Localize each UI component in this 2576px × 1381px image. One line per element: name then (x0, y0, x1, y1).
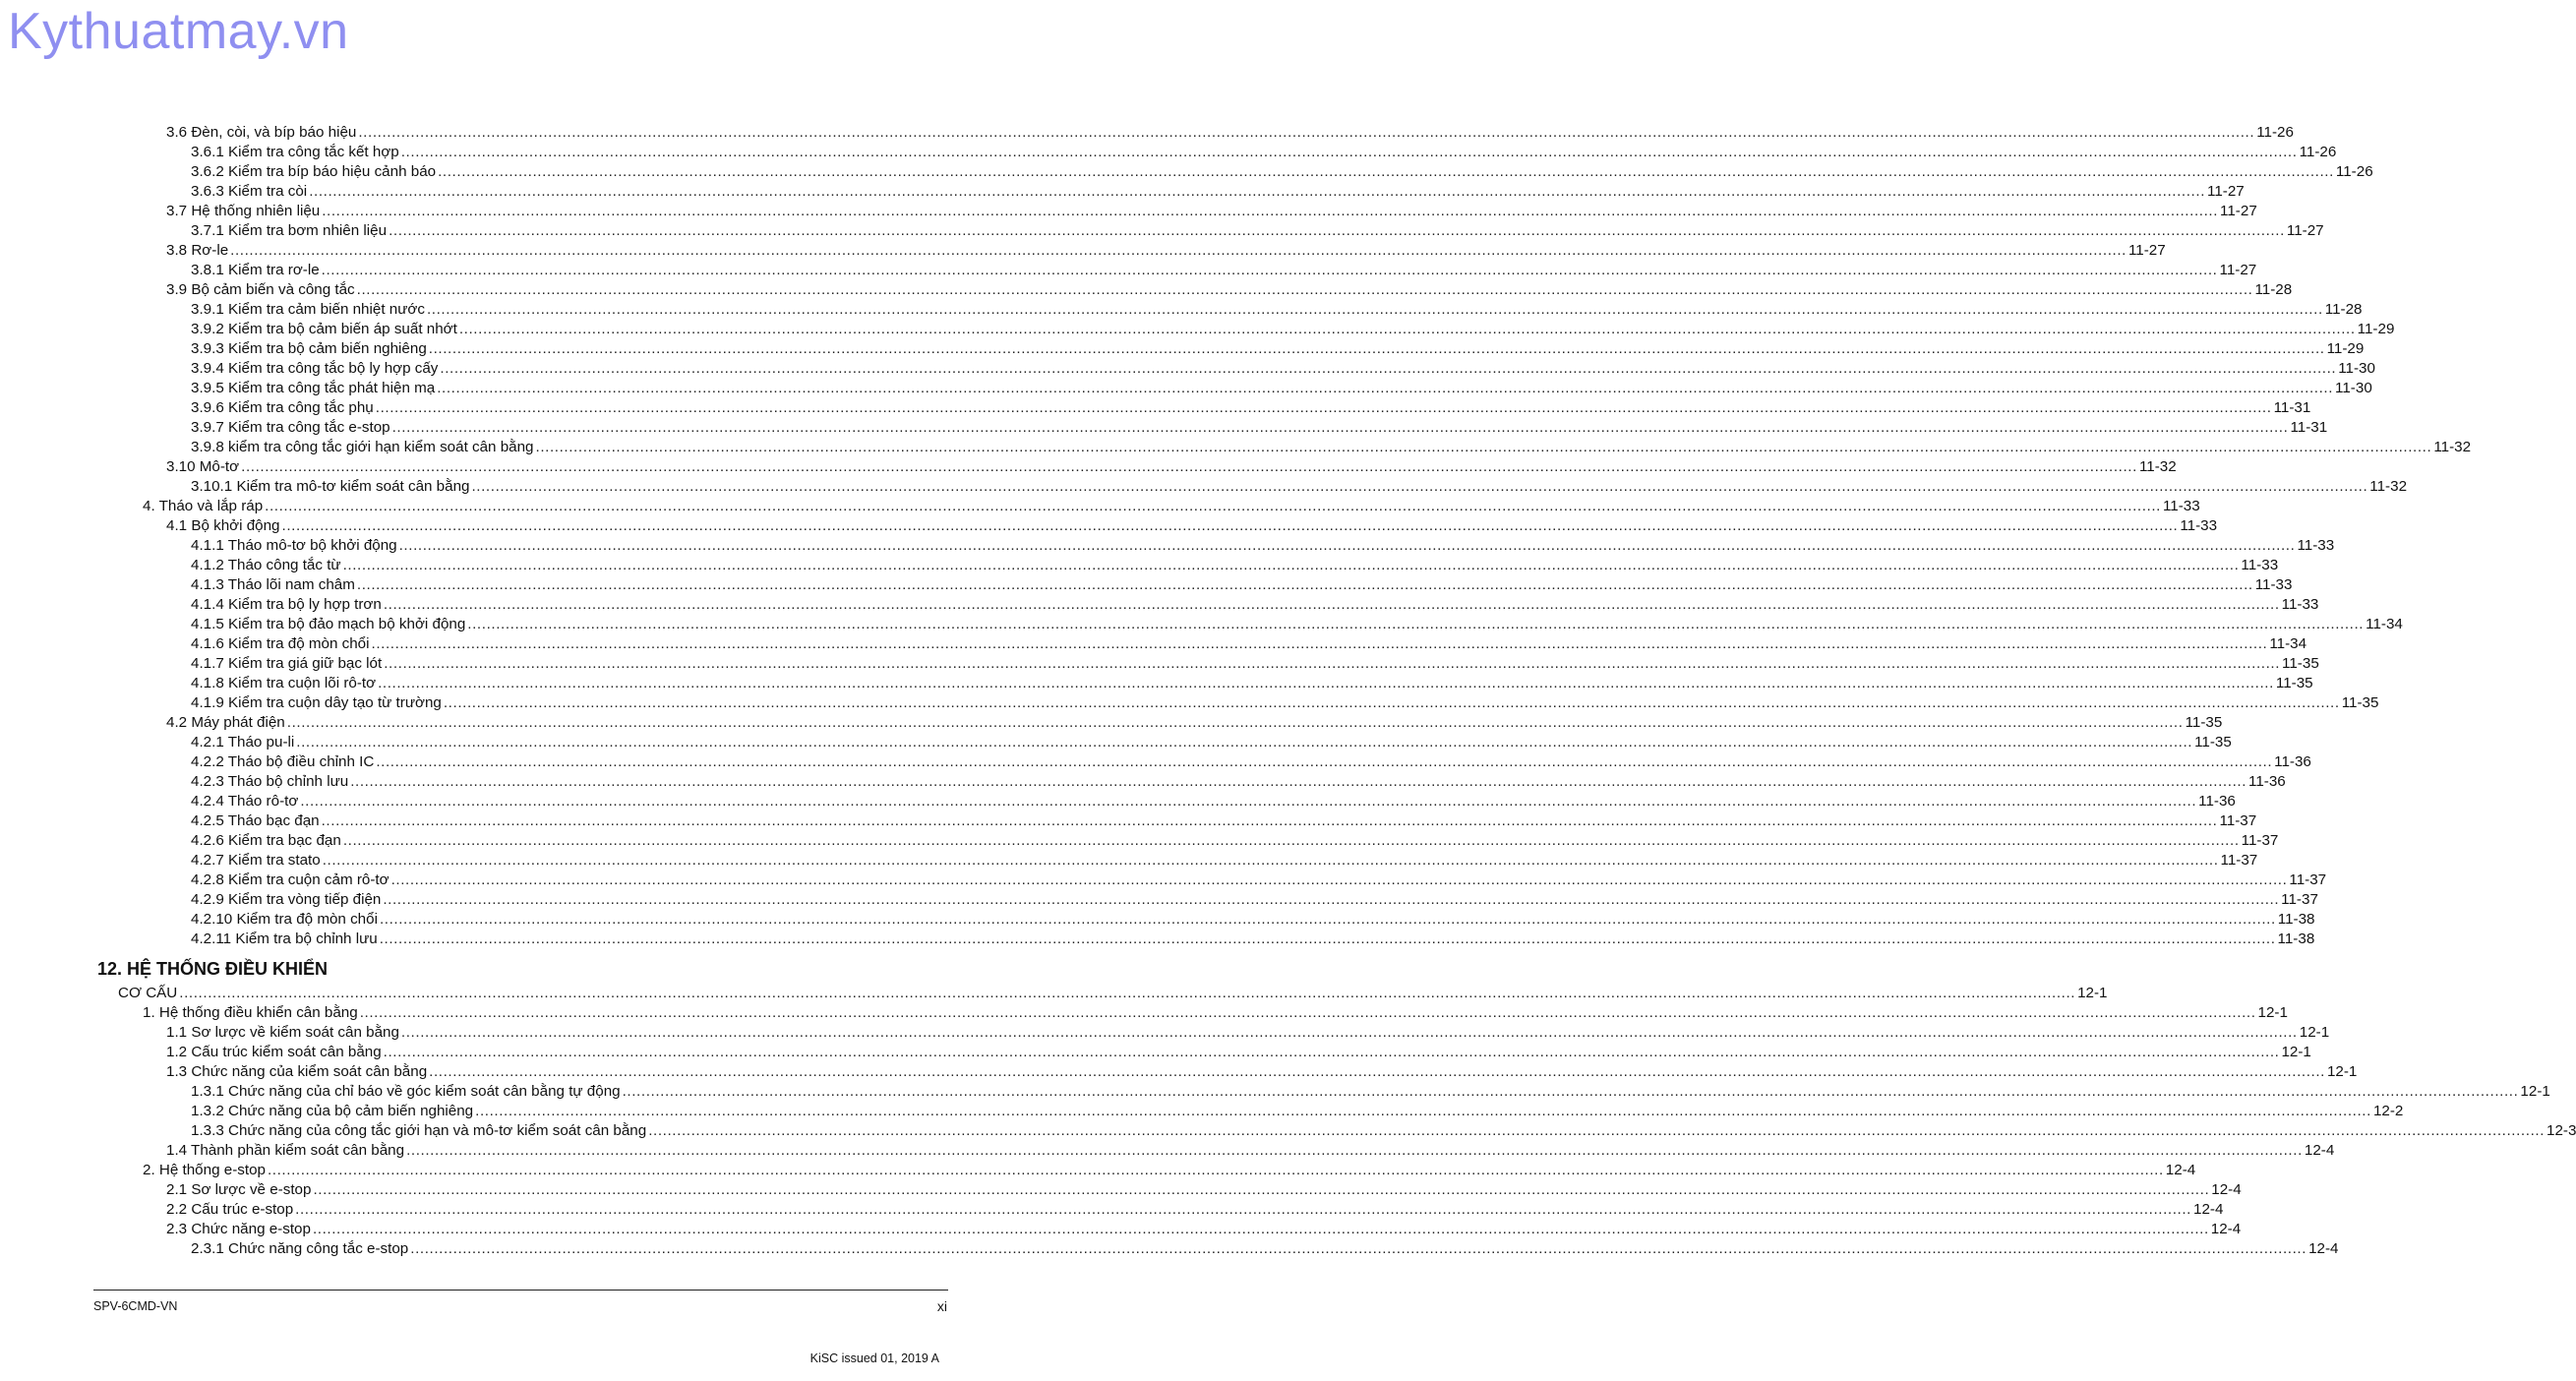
toc-entry[interactable] (118, 984, 2108, 1003)
toc-entry-label: 2. Hệ thống e-stop (143, 1162, 266, 1178)
issue-note: KiSC issued 01, 2019 A (809, 1351, 939, 1365)
toc-entry-label: 1.4 Thành phần kiểm soát cân bằng (166, 1142, 405, 1159)
toc-entry-page: 11-38 (2277, 911, 2315, 928)
toc-entry-label: 4.1.7 Kiểm tra giá giữ bạc lót (191, 655, 383, 672)
toc-entry-page: 11-35 (2275, 675, 2313, 691)
toc-entry-label: 1.1 Sơ lược về kiểm soát cân bằng (166, 1024, 399, 1041)
toc-dot-leader: ................................................................................................................................................................................................................................................................................................................................................................................................................ (622, 1083, 2519, 1100)
toc-entry[interactable] (191, 143, 2337, 162)
toc-dot-leader: ................................................................................................................................................................................................................................................................................................................................................................................................................ (179, 985, 2076, 1001)
toc-entry[interactable] (166, 202, 2257, 221)
toc-entry-label: CƠ CẤU (118, 985, 178, 1001)
toc-dot-leader: ................................................................................................................................................................................................................................................................................................................................................................................................................ (379, 931, 2276, 947)
toc-dot-leader: ................................................................................................................................................................................................................................................................................................................................................................................................................ (648, 1122, 2546, 1139)
toc-dot-leader: ................................................................................................................................................................................................................................................................................................................................................................................................................ (267, 1162, 2164, 1178)
toc-entry-label: 4.1.4 Kiểm tra bộ ly hợp trơn (191, 596, 382, 613)
toc-entry[interactable] (191, 477, 2408, 497)
toc-entry-label: 4.2.6 Kiểm tra bạc đạn (191, 832, 341, 849)
toc-entry-page: 11-33 (2297, 537, 2335, 554)
toc-entry-label: 4.1.3 Tháo lõi nam châm (191, 576, 355, 593)
toc-dot-leader: ................................................................................................................................................................................................................................................................................................................................................................................................................ (265, 498, 2161, 514)
toc-entry[interactable] (191, 693, 2379, 713)
toc-entry-label: 1.2 Cấu trúc kiểm soát cân bằng (166, 1044, 382, 1060)
toc-entry[interactable] (191, 752, 2311, 772)
footer-page-number: xi (936, 1298, 947, 1314)
toc-dot-leader: ................................................................................................................................................................................................................................................................................................................................................................................................................ (376, 753, 2273, 770)
toc-dot-leader: ................................................................................................................................................................................................................................................................................................................................................................................................................ (313, 1181, 2210, 1198)
toc-entry-label: 1.3.1 Chức năng của chỉ báo về góc kiểm soát cân bằng tự động (191, 1083, 621, 1100)
toc-entry-page: 11-37 (2219, 812, 2257, 829)
toc-dot-leader: ................................................................................................................................................................................................................................................................................................................................................................................................................ (295, 1201, 2191, 1218)
toc-dot-leader: ................................................................................................................................................................................................................................................................................................................................................................................................................ (379, 911, 2276, 928)
toc-entry-label: 1.3.3 Chức năng của công tắc giới hạn và mô-tơ kiểm soát cân bằng (191, 1122, 647, 1139)
toc-entry-label: 3.9.6 Kiểm tra công tắc phụ (191, 399, 374, 416)
toc-entry-page: 12-4 (2165, 1162, 2196, 1178)
toc-dot-leader: ................................................................................................................................................................................................................................................................................................................................................................................................................ (426, 301, 2323, 318)
toc-entry[interactable] (191, 261, 2257, 280)
toc-dot-leader: ................................................................................................................................................................................................................................................................................................................................................................................................................ (371, 635, 2268, 652)
toc-entry-label: 2.3.1 Chức năng công tắc e-stop (191, 1240, 409, 1257)
footer-divider (93, 1290, 948, 1291)
toc-entry[interactable] (191, 930, 2315, 949)
toc-entry-label: 3.7.1 Kiểm tra bơm nhiên liệu (191, 222, 388, 239)
toc-entry[interactable] (191, 1082, 2550, 1102)
toc-entry-page: 11-27 (2220, 203, 2257, 219)
toc-entry[interactable] (191, 634, 2307, 654)
toc-entry-page: 11-27 (2207, 183, 2245, 200)
toc-dot-leader: ................................................................................................................................................................................................................................................................................................................................................................................................................ (383, 891, 2280, 908)
toc-dot-leader: ................................................................................................................................................................................................................................................................................................................................................................................................................ (391, 419, 2289, 436)
toc-entry-label: 3.9.2 Kiểm tra bộ cảm biến áp suất nhớt (191, 321, 457, 337)
toc-dot-leader: ................................................................................................................................................................................................................................................................................................................................................................................................................ (241, 458, 2137, 475)
toc-entry-label: 4.1.2 Tháo công tắc từ (191, 557, 341, 573)
toc-entry-page: 12-1 (2299, 1024, 2330, 1041)
toc-entry[interactable] (166, 1023, 2330, 1043)
toc-entry[interactable] (191, 1102, 2404, 1121)
toc-dot-leader: ................................................................................................................................................................................................................................................................................................................................................................................................................ (458, 321, 2356, 337)
toc-entry-label: 3.6 Đèn, còi, và bíp báo hiệu (166, 124, 357, 141)
toc-entry-page: 11-33 (2162, 498, 2200, 514)
toc-dot-leader: ................................................................................................................................................................................................................................................................................................................................................................................................................ (321, 262, 2218, 278)
toc-entry-page: 11-35 (2282, 655, 2319, 672)
toc-entry[interactable] (191, 221, 2324, 241)
toc-entry[interactable] (191, 772, 2286, 792)
toc-entry-label: 3.9.8 kiểm tra công tắc giới hạn kiểm soát cân bằng (191, 439, 534, 455)
toc-entry-page: 12-4 (2304, 1142, 2335, 1159)
toc-entry-page: 12-2 (2372, 1103, 2404, 1119)
toc-entry-page: 11-30 (2335, 380, 2372, 396)
toc-entry-page: 12-1 (2520, 1083, 2550, 1100)
toc-entry-label: 4.2.9 Kiểm tra vòng tiếp điện (191, 891, 382, 908)
toc-entry-page: 11-35 (2194, 734, 2232, 751)
toc-entry-label: 3.8.1 Kiểm tra rơ-le (191, 262, 320, 278)
toc-entry[interactable] (166, 241, 2166, 261)
toc-entry[interactable] (143, 1161, 2196, 1180)
toc-entry-label: 4.2.5 Tháo bạc đạn (191, 812, 320, 829)
toc-entry[interactable] (191, 851, 2258, 871)
toc-entry[interactable] (166, 1043, 2311, 1062)
toc-entry[interactable] (191, 418, 2328, 438)
toc-entry[interactable] (166, 457, 2177, 477)
toc-entry-page: 11-26 (2256, 124, 2294, 141)
toc-dot-leader: ................................................................................................................................................................................................................................................................................................................................................................................................................ (358, 124, 2255, 141)
toc-entry-page: 11-31 (2273, 399, 2311, 416)
toc-dot-leader: ................................................................................................................................................................................................................................................................................................................................................................................................................ (471, 478, 2368, 495)
toc-entry-label: 4.2.10 Kiểm tra độ mòn chổi (191, 911, 378, 928)
toc-entry-label: 3.9.5 Kiểm tra công tắc phát hiện mạ (191, 380, 436, 396)
toc-dot-leader: ................................................................................................................................................................................................................................................................................................................................................................................................................ (300, 793, 2197, 810)
toc-entry-label: 3.9.4 Kiểm tra công tắc bộ ly hợp cấy (191, 360, 439, 377)
toc-entry[interactable] (143, 497, 2200, 516)
toc-entry[interactable] (166, 516, 2218, 536)
toc-dot-leader: ................................................................................................................................................................................................................................................................................................................................................................................................................ (429, 1063, 2325, 1080)
toc-entry-label: 3.10 Mô-tơ (166, 458, 240, 475)
toc-entry[interactable] (166, 1200, 2224, 1220)
toc-entry[interactable] (191, 379, 2372, 398)
toc-entry[interactable] (166, 713, 2223, 733)
toc-entry-page: 11-27 (2219, 262, 2257, 278)
toc-entry[interactable] (191, 890, 2318, 910)
toc-entry-label: 1.3 Chức năng của kiểm soát cân bằng (166, 1063, 428, 1080)
toc-entry-page: 11-32 (2369, 478, 2408, 495)
toc-entry-page: 11-27 (2286, 222, 2324, 239)
toc-entry-label: 4.1.9 Kiểm tra cuộn dây tạo từ trường (191, 694, 442, 711)
toc-dot-leader: ................................................................................................................................................................................................................................................................................................................................................................................................................ (410, 1240, 2307, 1257)
toc-entry[interactable] (191, 910, 2315, 930)
toc-dot-leader: ................................................................................................................................................................................................................................................................................................................................................................................................................ (286, 714, 2184, 731)
toc-entry-page: 11-36 (2198, 793, 2236, 810)
toc-entry-page: 11-35 (2185, 714, 2223, 731)
toc-entry-page: 12-1 (2326, 1063, 2358, 1080)
toc-entry[interactable] (191, 398, 2311, 418)
toc-entry-page: 11-32 (2433, 439, 2472, 455)
toc-entry[interactable] (191, 615, 2403, 634)
toc-dot-leader: ................................................................................................................................................................................................................................................................................................................................................................................................................ (230, 242, 2127, 259)
toc-entry-label: 1.3.2 Chức năng của bộ cảm biến nghiêng (191, 1103, 474, 1119)
toc-entry-page: 11-33 (2254, 576, 2293, 593)
toc-entry[interactable] (191, 654, 2319, 674)
toc-entry[interactable] (191, 674, 2313, 693)
toc-dot-leader: ................................................................................................................................................................................................................................................................................................................................................................................................................ (350, 773, 2247, 790)
toc-entry-label: 3.10.1 Kiểm tra mô-tơ kiểm soát cân bằng (191, 478, 470, 495)
toc-dot-leader: ................................................................................................................................................................................................................................................................................................................................................................................................................ (281, 517, 2179, 534)
toc-entry[interactable] (191, 339, 2365, 359)
toc-entry[interactable] (166, 1220, 2242, 1239)
toc-entry[interactable] (191, 182, 2245, 202)
toc-entry-label: 4.1 Bộ khởi động (166, 517, 280, 534)
toc-dot-leader: ................................................................................................................................................................................................................................................................................................................................................................................................................ (312, 1221, 2209, 1237)
toc-entry-page: 11-28 (2324, 301, 2363, 318)
toc-entry-page: 11-37 (2241, 832, 2279, 849)
footer-doc-code: SPV-6CMD-VN (93, 1299, 178, 1313)
toc-dot-leader: ................................................................................................................................................................................................................................................................................................................................................................................................................ (321, 812, 2218, 829)
toc-entry[interactable] (191, 438, 2472, 457)
toc-entry-label: 3.8 Rơ-le (166, 242, 229, 259)
toc-entry-label: 3.6.2 Kiểm tra bíp báo hiệu cảnh báo (191, 163, 437, 180)
toc-dot-leader: ................................................................................................................................................................................................................................................................................................................................................................................................................ (443, 694, 2340, 711)
toc-entry-page: 12-1 (2281, 1044, 2311, 1060)
toc-entry-label: 3.9 Bộ cảm biến và công tắc (166, 281, 355, 298)
toc-entry-page: 11-37 (2220, 852, 2258, 869)
toc-entry-page: 12-4 (2308, 1240, 2339, 1257)
toc-dot-leader: ................................................................................................................................................................................................................................................................................................................................................................................................................ (384, 655, 2281, 672)
toc-entry-page: 11-35 (2341, 694, 2379, 711)
toc-dot-leader: ................................................................................................................................................................................................................................................................................................................................................................................................................ (400, 144, 2298, 160)
toc-entry-label: 4.2.4 Tháo rô-tơ (191, 793, 299, 810)
toc-dot-leader: ................................................................................................................................................................................................................................................................................................................................................................................................................ (356, 281, 2253, 298)
toc-entry-page: 11-38 (2277, 931, 2315, 947)
toc-entry-label: 4.2.8 Kiểm tra cuộn cảm rô-tơ (191, 871, 389, 888)
toc-entry[interactable] (191, 1239, 2339, 1259)
chapter-title: 12. HỆ THỐNG ĐIỀU KHIỂN (97, 959, 329, 979)
toc-dot-leader: ................................................................................................................................................................................................................................................................................................................................................................................................................ (309, 183, 2206, 200)
toc-entry-page: 11-33 (2241, 557, 2279, 573)
toc-dot-leader: ................................................................................................................................................................................................................................................................................................................................................................................................................ (390, 871, 2288, 888)
toc-entry-label: 2.1 Sơ lược về e-stop (166, 1181, 312, 1198)
toc-entry-page: 11-28 (2254, 281, 2293, 298)
toc-dot-leader: ................................................................................................................................................................................................................................................................................................................................................................................................................ (378, 675, 2274, 691)
toc-entry-label: 3.7 Hệ thống nhiên liệu (166, 203, 321, 219)
toc-entry[interactable] (191, 831, 2279, 851)
toc-entry-label: 3.9.3 Kiểm tra bộ cảm biến nghiêng (191, 340, 427, 357)
toc-entry-page: 12-4 (2211, 1181, 2242, 1198)
toc-dot-leader: ................................................................................................................................................................................................................................................................................................................................................................................................................ (389, 222, 2285, 239)
toc-entry-page: 12-1 (2257, 1004, 2288, 1021)
toc-entry-label: 4.2.1 Tháo pu-li (191, 734, 295, 751)
toc-entry-page: 11-31 (2290, 419, 2328, 436)
toc-entry-label: 4.1.6 Kiểm tra độ mòn chổi (191, 635, 370, 652)
toc-dot-leader: ................................................................................................................................................................................................................................................................................................................................................................................................................ (535, 439, 2432, 455)
toc-entry-page: 11-37 (2281, 891, 2318, 908)
toc-entry-label: 3.9.7 Kiểm tra công tắc e-stop (191, 419, 390, 436)
toc-entry[interactable] (191, 359, 2375, 379)
toc-entry[interactable] (166, 123, 2294, 143)
toc-entry[interactable] (166, 1062, 2358, 1082)
toc-entry[interactable] (191, 162, 2373, 182)
toc-entry[interactable] (166, 1141, 2335, 1161)
toc-entry-page: 11-36 (2248, 773, 2286, 790)
toc-entry[interactable] (191, 536, 2335, 556)
toc-entry-page: 12-4 (2210, 1221, 2242, 1237)
toc-dot-leader: ................................................................................................................................................................................................................................................................................................................................................................................................................ (383, 1044, 2280, 1060)
toc-entry-label: 4.2 Máy phát điện (166, 714, 285, 731)
toc-entry-page: 11-37 (2289, 871, 2327, 888)
toc-entry[interactable] (191, 1121, 2576, 1141)
toc-entry-label: 3.6.3 Kiểm tra còi (191, 183, 308, 200)
toc-entry-label: 3.6.1 Kiểm tra công tắc kết hợp (191, 144, 399, 160)
toc-entry-page: 11-26 (2299, 144, 2337, 160)
toc-entry[interactable] (191, 556, 2279, 575)
toc-dot-leader: ................................................................................................................................................................................................................................................................................................................................................................................................................ (322, 852, 2219, 869)
watermark-logo: Kythuatmay.vn (8, 3, 349, 60)
toc-entry-page: 11-30 (2338, 360, 2375, 377)
toc-entry[interactable] (191, 733, 2232, 752)
toc-entry-label: 4.1.8 Kiểm tra cuộn lõi rô-tơ (191, 675, 377, 691)
toc-entry-page: 11-29 (2326, 340, 2365, 357)
toc-dot-leader: ................................................................................................................................................................................................................................................................................................................................................................................................................ (438, 163, 2334, 180)
toc-dot-leader: ................................................................................................................................................................................................................................................................................................................................................................................................................ (437, 380, 2334, 396)
toc-entry-label: 4.2.3 Tháo bộ chỉnh lưu (191, 773, 349, 790)
toc-dot-leader: ................................................................................................................................................................................................................................................................................................................................................................................................................ (440, 360, 2337, 377)
toc-entry-page: 11-33 (2281, 596, 2319, 613)
toc-entry-label: 4.1.5 Kiểm tra bộ đảo mạch bộ khởi động (191, 616, 466, 632)
toc-entry-page: 11-26 (2335, 163, 2373, 180)
toc-dot-leader: ................................................................................................................................................................................................................................................................................................................................................................................................................ (383, 596, 2280, 613)
toc-entry-page: 12-1 (2077, 985, 2108, 1001)
toc-entry[interactable] (166, 280, 2293, 300)
toc-dot-leader: ................................................................................................................................................................................................................................................................................................................................................................................................................ (375, 399, 2272, 416)
toc-entry[interactable] (191, 320, 2395, 339)
toc-entry-page: 11-36 (2274, 753, 2311, 770)
toc-entry-page: 11-34 (2269, 635, 2307, 652)
toc-entry[interactable] (191, 792, 2236, 811)
toc-entry[interactable] (143, 1003, 2288, 1023)
toc-entry-label: 3.9.1 Kiểm tra cảm biến nhiệt nước (191, 301, 425, 318)
toc-entry-page: 11-27 (2127, 242, 2166, 259)
toc-entry-page: 11-34 (2366, 616, 2403, 632)
toc-dot-leader: ................................................................................................................................................................................................................................................................................................................................................................................................................ (296, 734, 2193, 751)
toc-dot-leader: ................................................................................................................................................................................................................................................................................................................................................................................................................ (475, 1103, 2371, 1119)
toc-entry-label: 4.1.1 Tháo mô-tơ bộ khởi động (191, 537, 397, 554)
toc-dot-leader: ................................................................................................................................................................................................................................................................................................................................................................................................................ (467, 616, 2365, 632)
toc-entry-page: 11-29 (2357, 321, 2395, 337)
toc-entry-page: 11-33 (2180, 517, 2218, 534)
toc-dot-leader: ................................................................................................................................................................................................................................................................................................................................................................................................................ (406, 1142, 2303, 1159)
toc-entry-label: 4.2.11 Kiểm tra bộ chỉnh lưu (191, 931, 378, 947)
toc-entry[interactable] (191, 871, 2327, 890)
toc-dot-leader: ................................................................................................................................................................................................................................................................................................................................................................................................................ (359, 1004, 2256, 1021)
toc-entry-page: 11-32 (2138, 458, 2177, 475)
toc-entry-page: 12-4 (2193, 1201, 2224, 1218)
toc-entry-label: 4.2.7 Kiểm tra stato (191, 852, 321, 869)
toc-entry-label: 4. Tháo và lắp ráp (143, 498, 264, 514)
toc-dot-leader: ................................................................................................................................................................................................................................................................................................................................................................................................................ (342, 557, 2240, 573)
toc-entry-label: 2.3 Chức năng e-stop (166, 1221, 311, 1237)
toc-entry-page: 12-3 (2546, 1122, 2576, 1139)
toc-entry-label: 4.2.2 Tháo bộ điều chỉnh IC (191, 753, 375, 770)
toc-entry[interactable] (191, 811, 2257, 831)
toc-dot-leader: ................................................................................................................................................................................................................................................................................................................................................................................................................ (342, 832, 2240, 849)
toc-dot-leader: ................................................................................................................................................................................................................................................................................................................................................................................................................ (400, 1024, 2298, 1041)
toc-entry-label: 1. Hệ thống điều khiển cân bằng (143, 1004, 358, 1021)
toc-entry-label: 2.2 Cấu trúc e-stop (166, 1201, 294, 1218)
toc-dot-leader: ................................................................................................................................................................................................................................................................................................................................................................................................................ (428, 340, 2325, 357)
toc-dot-leader: ................................................................................................................................................................................................................................................................................................................................................................................................................ (322, 203, 2219, 219)
toc-entry[interactable] (191, 300, 2363, 320)
toc-dot-leader: ................................................................................................................................................................................................................................................................................................................................................................................................................ (398, 537, 2296, 554)
toc-entry[interactable] (166, 1180, 2242, 1200)
toc-entry[interactable] (191, 575, 2293, 595)
toc-dot-leader: ................................................................................................................................................................................................................................................................................................................................................................................................................ (356, 576, 2253, 593)
toc-entry[interactable] (191, 595, 2319, 615)
